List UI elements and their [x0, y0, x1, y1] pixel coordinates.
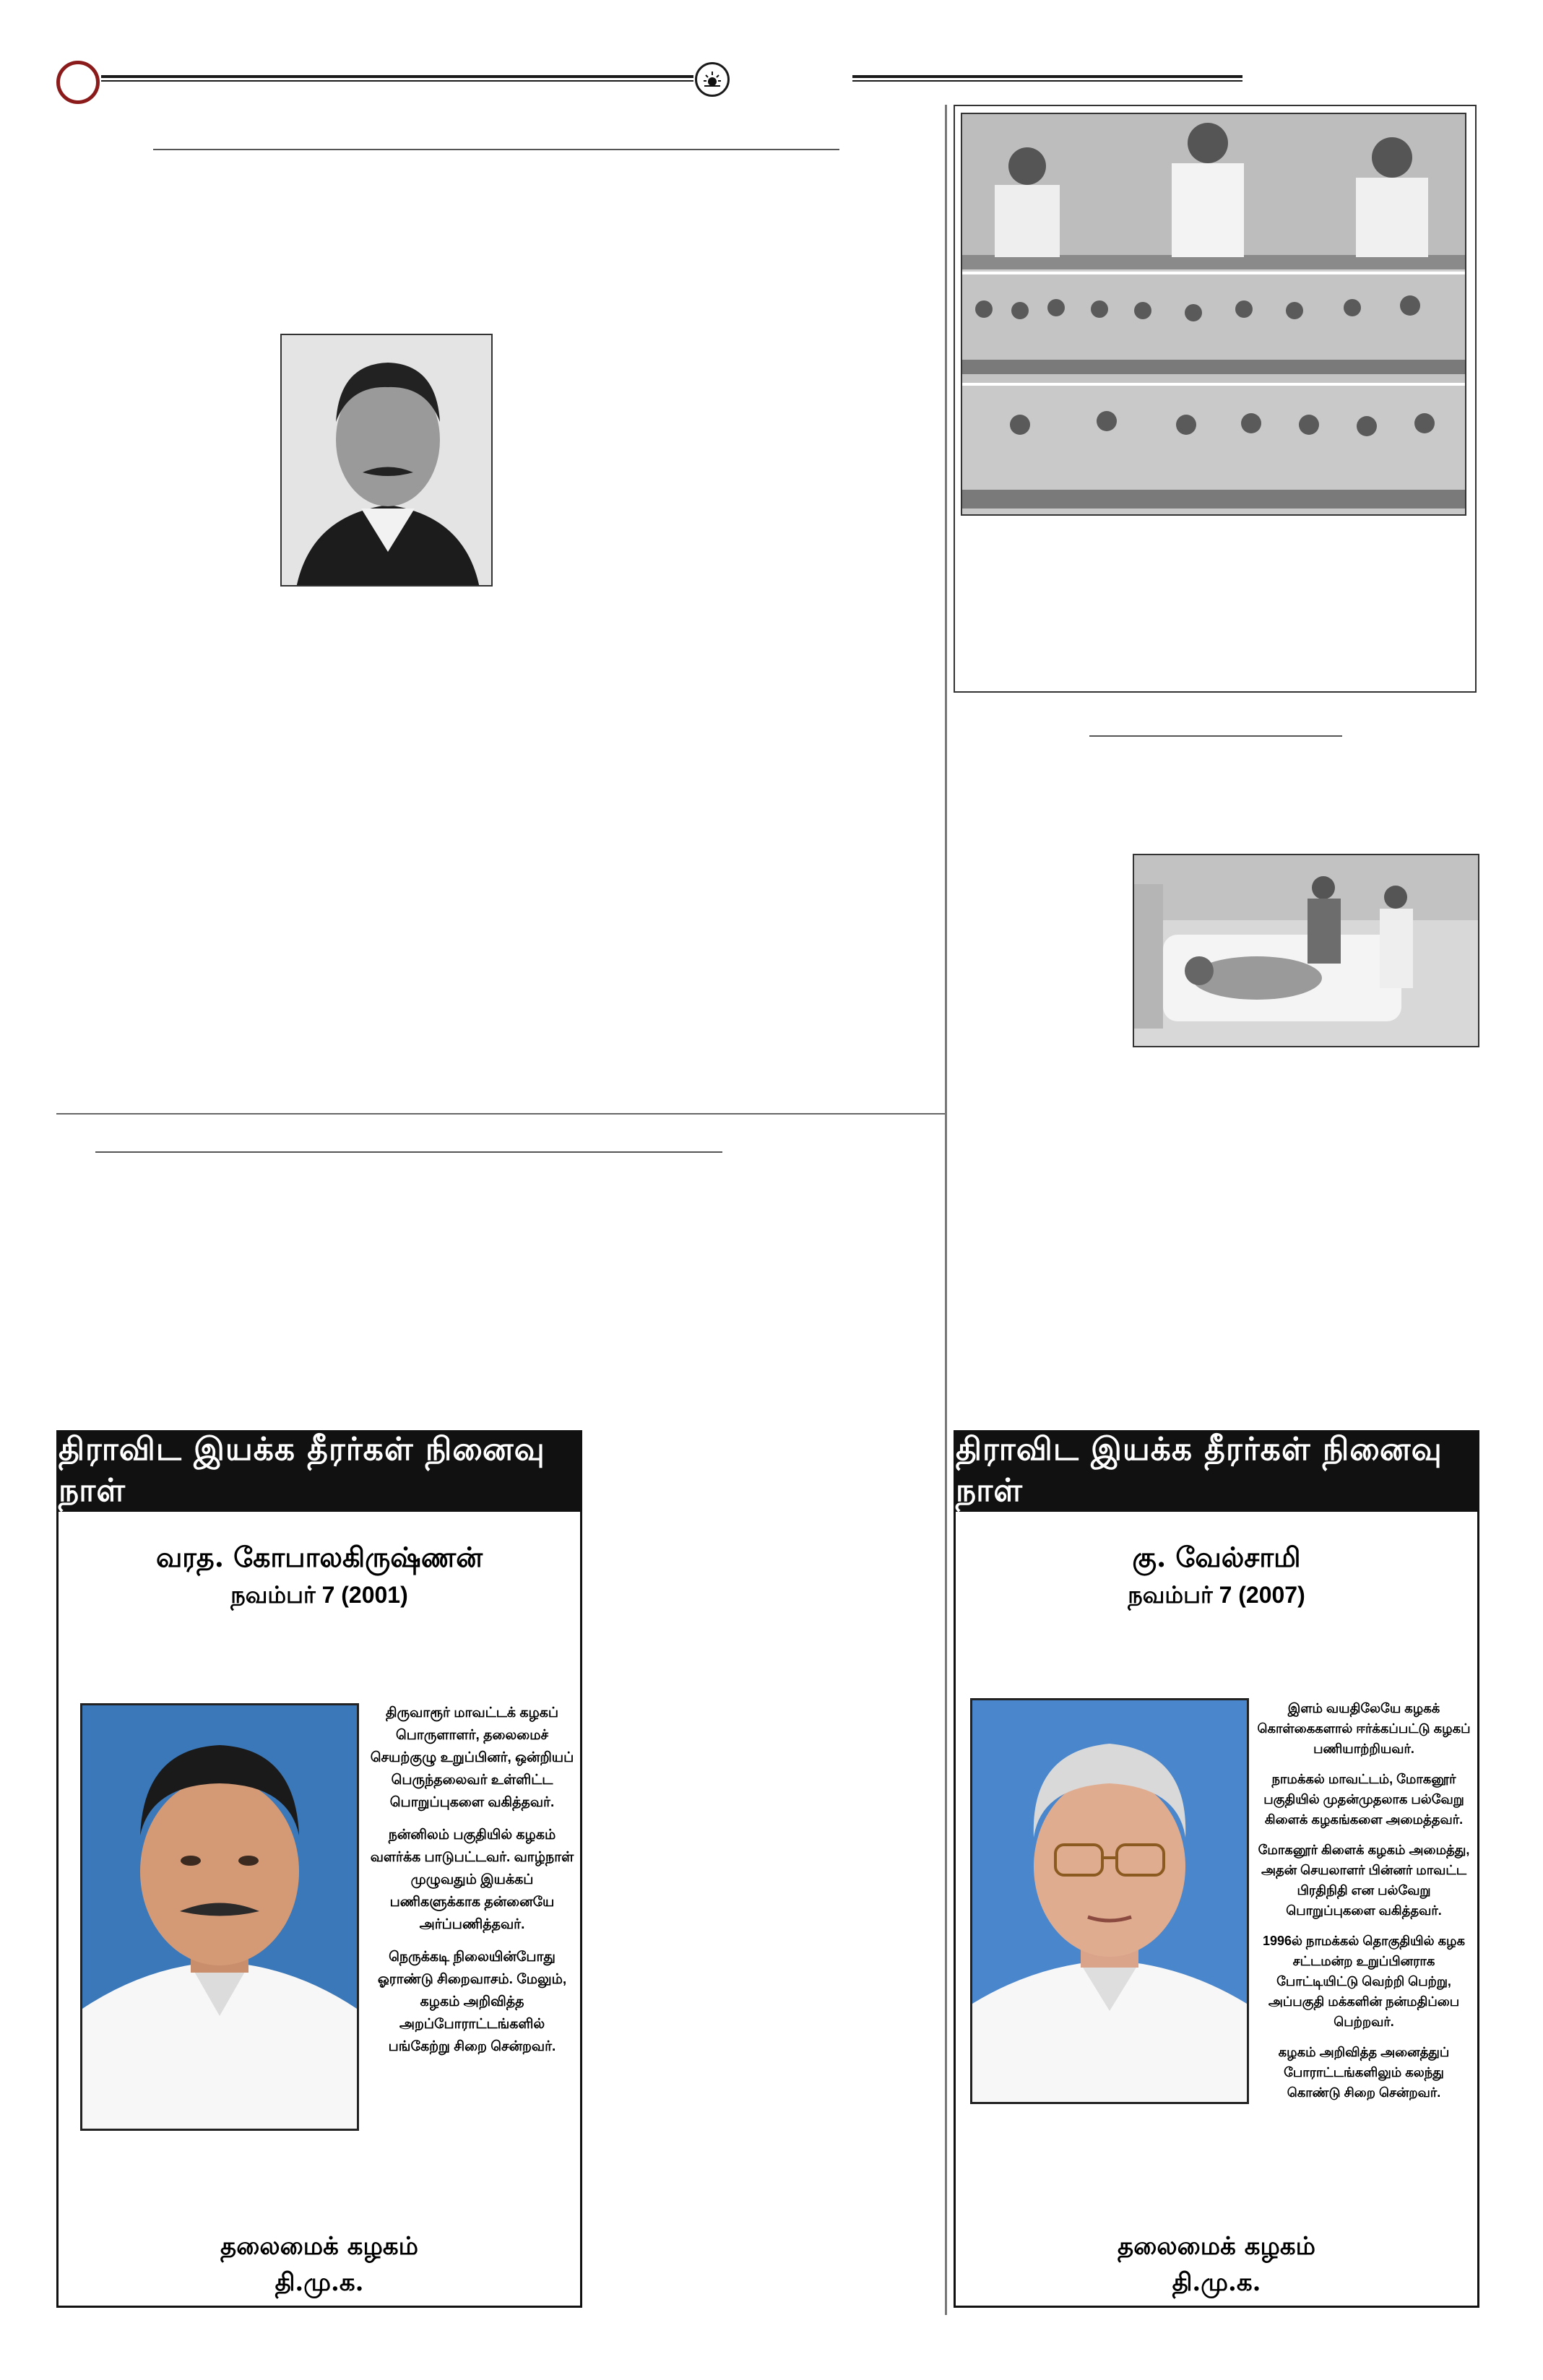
- memorial-bio: [1255, 1698, 1472, 2113]
- memorial-photo: [970, 1698, 1249, 2104]
- bio-paragraph: கழகம் அறிவித்த அனைத்துப் போராட்டங்களிலும் கலந்து கொண்டு சிறை சென்றவர்.: [1278, 2045, 1450, 2100]
- memorial-name: வரத. கோபாலகிருஷ்ணன்: [155, 1541, 483, 1573]
- memorial-banner: திராவிட இயக்க தீரர்கள் நினைவு நாள்: [956, 1432, 1477, 1512]
- header-rule-left: [101, 75, 693, 82]
- meeting-photo: [961, 113, 1466, 516]
- portrait-photo: [280, 334, 493, 587]
- right-headline-rule: [1089, 735, 1342, 737]
- memorial-banner: திராவிட இயக்க தீரர்கள் நினைவு நாள்: [59, 1432, 580, 1512]
- memorial-footer-party: தி.மு.க.: [275, 2268, 364, 2297]
- header-circle-ornament: [56, 61, 100, 104]
- bio-paragraph: இளம் வயதிலேயே கழகக் கொள்கைகளால் ஈர்க்கப்பட்டு கழகப் பணியாற்றியவர்.: [1257, 1701, 1471, 1756]
- memorial-name: கு. வேல்சாமி: [1132, 1541, 1301, 1573]
- memorial-footer-org: தலைமைக் கழகம்: [1118, 2232, 1315, 2261]
- hospital-photo: [1133, 854, 1479, 1047]
- memorial-bio: [369, 1702, 575, 2068]
- header-rule-right: [852, 75, 1242, 82]
- emblem-glyph: [701, 69, 723, 90]
- bio-paragraph: மோகனூர் கிளைக் கழகம் அமைத்து, அதன் செயலாளர் பின்னர் மாவட்ட பிரதிநிதி என பல்வேறு பொறுப்புகளை வகித்தவர்.: [1258, 1843, 1470, 1918]
- memorial-footer-party: தி.மு.க.: [1172, 2268, 1261, 2297]
- rising-sun-emblem-icon: [695, 62, 730, 97]
- lower-headline-rule: [95, 1151, 722, 1153]
- memorial-card-2: [954, 1430, 1479, 2308]
- column-divider: [945, 105, 947, 2315]
- memorial-footer-org: தலைமைக் கழகம்: [220, 2232, 418, 2261]
- memorial-date: நவம்பர் 7 (2001): [230, 1582, 408, 1608]
- bio-paragraph: 1996ல் நாமக்கல் தொகுதியில் கழக சட்டமன்ற உறுப்பினராக போட்டியிட்டு வெற்றி பெற்று, அப்பகுதி மக்களின் நன்மதிப்பை பெற்றவர்.: [1262, 1934, 1466, 2029]
- headline-rule: [153, 149, 839, 150]
- bio-paragraph: நாமக்கல் மாவட்டம், மோகனூர் பகுதியில் முதன்முதலாக பல்வேறு கிளைக் கழகங்களை அமைத்தவர்.: [1263, 1772, 1464, 1827]
- bio-paragraph: திருவாரூர் மாவட்டக் கழகப் பொருளாளர், தலைமைச் செயற்குழு உறுப்பினர், ஒன்றியப் பெருந்தலைவர் உள்ளிட்ட பொறுப்புகளை வகித்தவர்.: [370, 1705, 574, 1810]
- section-divider: [56, 1113, 945, 1115]
- bio-paragraph: நெருக்கடி நிலையின்போது ஓராண்டு சிறைவாசம். மேலும், கழகம் அறிவித்த அறப்போராட்டங்களில் பங்கேற்று சிறை சென்றவர்.: [377, 1950, 567, 2054]
- bio-paragraph: நன்னிலம் பகுதியில் கழகம் வளர்க்க பாடுபட்டவர். வாழ்நாள் முழுவதும் இயக்கப் பணிகளுக்காக தன்னையே அர்ப்பணித்தவர்.: [370, 1827, 574, 1932]
- memorial-photo: [80, 1703, 359, 2131]
- memorial-date: நவம்பர் 7 (2007): [1128, 1582, 1305, 1608]
- memorial-card-1: [56, 1430, 582, 2308]
